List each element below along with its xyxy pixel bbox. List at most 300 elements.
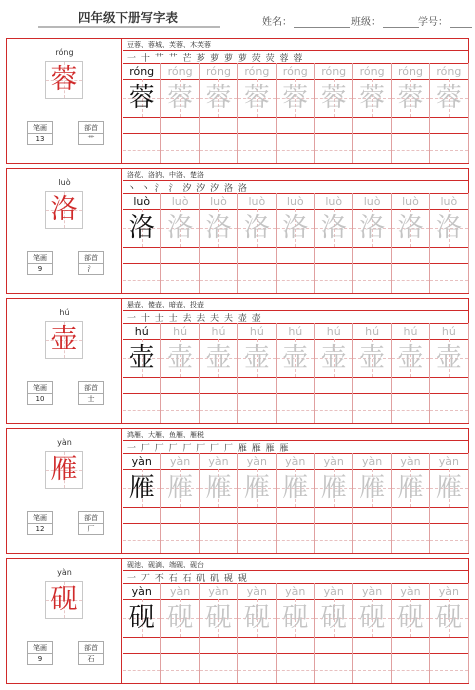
cell-char: 雁 — [282, 473, 309, 503]
cell-char: 雁 — [167, 473, 194, 503]
practice-cell[interactable] — [430, 63, 468, 163]
char-info-panel — [7, 559, 122, 683]
stroke-count-box — [27, 251, 53, 275]
box-line — [315, 637, 352, 638]
blank-guide-line — [277, 410, 314, 411]
practice-cell[interactable] — [123, 193, 161, 293]
practice-cell[interactable] — [238, 583, 276, 683]
cell-char: 蓉 — [128, 83, 155, 113]
practice-cell[interactable] — [238, 63, 276, 163]
blank-guide-line — [200, 280, 237, 281]
char-info-panel — [7, 39, 122, 163]
char-box — [430, 339, 467, 377]
practice-cell[interactable] — [353, 63, 391, 163]
box-line — [238, 377, 275, 378]
char-card — [6, 428, 469, 554]
char-box — [238, 339, 275, 377]
blank-pinyin-line — [392, 133, 429, 134]
cell-char: 蓉 — [167, 83, 194, 113]
box-line — [238, 507, 275, 508]
blank-pinyin-line — [315, 133, 352, 134]
cell-char: 洛 — [282, 213, 309, 243]
char-pinyin: luò — [58, 178, 71, 187]
blank-guide-line — [353, 280, 390, 281]
practice-cell[interactable] — [161, 63, 199, 163]
blank-guide-line — [238, 540, 275, 541]
blank-pinyin-line — [353, 263, 390, 264]
cell-char: 壶 — [282, 343, 309, 373]
blank-pinyin-line — [277, 393, 314, 394]
cell-char: 蓉 — [205, 83, 232, 113]
practice-cell[interactable] — [200, 453, 238, 553]
cell-char: 壶 — [243, 343, 270, 373]
practice-cell[interactable] — [353, 323, 391, 423]
practice-grid — [123, 453, 469, 553]
cell-char: 洛 — [359, 213, 386, 243]
char-box — [430, 599, 467, 637]
char-box — [315, 209, 352, 247]
char-box — [430, 469, 467, 507]
stroke-count-label: 笔画 — [28, 122, 52, 134]
blank-pinyin-line — [353, 393, 390, 394]
char-pinyin: yàn — [57, 568, 72, 577]
char-card — [6, 38, 469, 164]
practice-cell[interactable] — [315, 193, 353, 293]
char-display: 雁 — [50, 454, 78, 485]
char-box — [277, 209, 314, 247]
char-box — [200, 339, 237, 377]
char-info-panel — [7, 299, 122, 423]
cell-char: 砚 — [128, 603, 155, 633]
practice-cell[interactable] — [392, 193, 430, 293]
practice-cell[interactable] — [315, 453, 353, 553]
cell-pinyin: yàn — [131, 585, 152, 598]
radical-box — [78, 121, 104, 145]
practice-cell[interactable] — [200, 193, 238, 293]
char-box — [200, 79, 237, 117]
number-blank[interactable] — [450, 18, 472, 28]
char-box — [123, 469, 160, 507]
practice-cell[interactable] — [277, 583, 315, 683]
blank-guide-line — [161, 670, 198, 671]
blank-pinyin-line — [200, 133, 237, 134]
practice-cell[interactable] — [161, 193, 199, 293]
blank-pinyin-line — [430, 393, 467, 394]
stroke-count-box — [27, 511, 53, 535]
cell-char: 洛 — [320, 213, 347, 243]
cell-pinyin: yàn — [246, 585, 267, 598]
practice-cell[interactable] — [392, 583, 430, 683]
cell-char: 洛 — [205, 213, 232, 243]
blank-pinyin-line — [238, 653, 275, 654]
box-line — [353, 247, 390, 248]
box-line — [123, 507, 160, 508]
blank-pinyin-line — [238, 393, 275, 394]
cell-pinyin: yàn — [400, 455, 421, 468]
char-box — [238, 599, 275, 637]
blank-pinyin-line — [430, 523, 467, 524]
char-box — [392, 339, 429, 377]
cell-pinyin: hú — [249, 325, 264, 338]
blank-guide-line — [238, 670, 275, 671]
char-box — [277, 469, 314, 507]
stroke-order: 一 丆 不 石 石 矶 矶 砚 砚 — [127, 574, 248, 584]
practice-grid — [123, 193, 469, 293]
box-line — [161, 247, 198, 248]
cell-pinyin: yàn — [400, 585, 421, 598]
blank-guide-line — [123, 670, 160, 671]
char-box — [161, 209, 198, 247]
practice-cell[interactable] — [161, 323, 199, 423]
cell-char: 蓉 — [359, 83, 386, 113]
practice-cell[interactable] — [353, 583, 391, 683]
practice-cell[interactable] — [238, 323, 276, 423]
radical-value: 石 — [87, 655, 95, 663]
blank-guide-line — [161, 280, 198, 281]
blank-pinyin-line — [123, 263, 160, 264]
char-box — [200, 469, 237, 507]
blank-guide-line — [315, 150, 352, 151]
box-line — [315, 377, 352, 378]
char-display-box — [45, 191, 83, 229]
cell-pinyin: luò — [248, 195, 266, 208]
blank-guide-line — [315, 280, 352, 281]
cell-pinyin: róng — [129, 65, 155, 78]
cell-char: 砚 — [205, 603, 232, 633]
practice-cell[interactable] — [123, 453, 161, 553]
char-box — [353, 79, 390, 117]
cell-char: 壶 — [397, 343, 424, 373]
blank-pinyin-line — [200, 393, 237, 394]
cell-pinyin: yàn — [361, 455, 383, 468]
cell-pinyin: luò — [440, 195, 458, 208]
stroke-count-value: 9 — [37, 655, 43, 663]
box-line — [161, 507, 198, 508]
blank-guide-line — [353, 540, 390, 541]
class-label: 班级： — [351, 17, 381, 28]
blank-pinyin-line — [315, 393, 352, 394]
char-box — [315, 79, 352, 117]
cell-pinyin: yàn — [208, 585, 229, 598]
blank-guide-line — [123, 540, 160, 541]
char-box — [161, 599, 198, 637]
cell-pinyin: hú — [134, 325, 149, 338]
name-label: 姓名： — [262, 17, 292, 28]
char-box — [277, 79, 314, 117]
practice-area — [123, 169, 469, 293]
radical-label: 部首 — [79, 642, 103, 654]
blank-pinyin-line — [161, 263, 198, 264]
blank-pinyin-line — [277, 133, 314, 134]
cell-char: 洛 — [397, 213, 424, 243]
char-box — [353, 209, 390, 247]
cell-pinyin: yàn — [323, 585, 344, 598]
cell-pinyin: luò — [363, 195, 381, 208]
practice-area — [123, 559, 469, 683]
box-line — [430, 247, 467, 248]
practice-cell[interactable] — [161, 453, 199, 553]
char-box — [238, 209, 275, 247]
box-line — [392, 247, 429, 248]
char-box — [161, 469, 198, 507]
cell-pinyin: róng — [206, 65, 231, 78]
cell-pinyin: hú — [326, 325, 341, 338]
cell-pinyin: yàn — [285, 455, 306, 468]
blank-guide-line — [277, 280, 314, 281]
cell-char: 洛 — [435, 213, 462, 243]
char-box — [392, 79, 429, 117]
blank-pinyin-line — [315, 523, 352, 524]
cell-pinyin: yàn — [169, 455, 191, 468]
char-box — [161, 339, 198, 377]
blank-guide-line — [277, 670, 314, 671]
practice-cell[interactable] — [238, 193, 276, 293]
char-pinyin: hú — [59, 308, 70, 317]
practice-cell[interactable] — [353, 453, 391, 553]
name-blank[interactable] — [294, 18, 350, 28]
box-line — [161, 637, 198, 638]
blank-pinyin-line — [392, 523, 429, 524]
cell-pinyin: hú — [441, 325, 456, 338]
stroke-order: 丶 丶 氵 氵 汐 汐 汐 洛 洛 — [127, 184, 248, 194]
example-words: 悬壶、傻壶、暗壶、投壶 — [127, 301, 204, 309]
cell-pinyin: yàn — [438, 585, 459, 598]
char-box — [315, 599, 352, 637]
radical-label: 部首 — [79, 252, 103, 264]
blank-guide-line — [392, 150, 429, 151]
char-box — [238, 79, 275, 117]
blank-pinyin-line — [430, 653, 467, 654]
char-display-box — [45, 61, 83, 99]
cell-char: 砚 — [320, 603, 347, 633]
blank-guide-line — [353, 150, 390, 151]
char-display-box — [45, 321, 83, 359]
char-card — [6, 168, 469, 294]
box-line — [161, 117, 198, 118]
char-box — [200, 599, 237, 637]
box-line — [353, 507, 390, 508]
stroke-order: 一 十 艹 艹 芒 芗 萝 萝 萝 荧 荧 蓉 蓉 — [127, 54, 304, 64]
cell-char: 洛 — [243, 213, 270, 243]
practice-cell[interactable] — [123, 583, 161, 683]
practice-cell[interactable] — [430, 453, 468, 553]
box-line — [315, 247, 352, 248]
char-box — [277, 599, 314, 637]
blank-guide-line — [392, 670, 429, 671]
char-box — [123, 79, 160, 117]
char-box — [315, 469, 352, 507]
blank-guide-line — [238, 280, 275, 281]
practice-cell[interactable] — [315, 323, 353, 423]
practice-cell[interactable] — [315, 63, 353, 163]
cell-pinyin: luò — [402, 195, 419, 208]
box-line — [392, 637, 429, 638]
char-box — [353, 339, 390, 377]
cell-char: 砚 — [359, 603, 386, 633]
stroke-order: 一 厂 厂 厂 厂 厂 厂 厂 雁 雁 雁 雁 — [127, 444, 290, 454]
practice-cell[interactable] — [123, 323, 161, 423]
cell-char: 雁 — [243, 473, 270, 503]
box-line — [123, 117, 160, 118]
box-line — [392, 507, 429, 508]
page-header — [0, 0, 475, 34]
char-box — [123, 339, 160, 377]
blank-pinyin-line — [200, 653, 237, 654]
radical-box — [78, 511, 104, 535]
practice-cell[interactable] — [200, 323, 238, 423]
box-line — [430, 117, 467, 118]
practice-grid — [123, 323, 469, 423]
blank-pinyin-line — [277, 523, 314, 524]
practice-cell[interactable] — [392, 323, 430, 423]
char-box — [430, 79, 467, 117]
char-info-panel — [7, 429, 122, 553]
blank-guide-line — [200, 410, 237, 411]
box-line — [200, 377, 237, 378]
cell-char: 砚 — [397, 603, 424, 633]
blank-guide-line — [161, 540, 198, 541]
cell-pinyin: róng — [398, 65, 423, 78]
cell-char: 壶 — [128, 343, 155, 373]
practice-cell[interactable] — [161, 583, 199, 683]
cell-pinyin: róng — [167, 65, 193, 78]
blank-guide-line — [392, 280, 429, 281]
blank-pinyin-line — [238, 523, 275, 524]
char-display: 洛 — [50, 194, 78, 225]
cell-char: 雁 — [359, 473, 386, 503]
blank-guide-line — [123, 150, 160, 151]
blank-guide-line — [315, 410, 352, 411]
example-words: 鸿雁、大雁、鱼雁、雁税 — [127, 431, 204, 439]
page-title: 四年级下册写字表 — [77, 10, 178, 25]
cell-pinyin: yàn — [323, 455, 344, 468]
box-line — [277, 507, 314, 508]
blank-guide-line — [277, 540, 314, 541]
blank-pinyin-line — [123, 393, 160, 394]
practice-cell[interactable] — [123, 63, 161, 163]
practice-cell[interactable] — [277, 193, 315, 293]
class-blank[interactable] — [383, 18, 419, 28]
blank-pinyin-line — [161, 523, 198, 524]
cell-pinyin: hú — [403, 325, 418, 338]
number-field[interactable] — [418, 13, 472, 28]
box-line — [277, 377, 314, 378]
cell-char: 洛 — [167, 213, 194, 243]
blank-pinyin-line — [123, 133, 160, 134]
practice-cell[interactable] — [200, 583, 238, 683]
cell-pinyin: yàn — [361, 585, 383, 598]
box-line — [315, 117, 352, 118]
blank-guide-line — [200, 670, 237, 671]
cell-pinyin: luò — [210, 195, 227, 208]
example-words: 洛花、洛汭、中洛、楚洛 — [127, 171, 204, 179]
name-field[interactable] — [262, 13, 350, 28]
cell-char: 壶 — [320, 343, 347, 373]
practice-cell[interactable] — [200, 63, 238, 163]
box-line — [238, 247, 275, 248]
practice-grid — [123, 63, 469, 163]
char-box — [315, 339, 352, 377]
char-box — [238, 469, 275, 507]
blank-guide-line — [161, 410, 198, 411]
practice-cell[interactable] — [392, 453, 430, 553]
char-box — [123, 599, 160, 637]
radical-value: 艹 — [87, 135, 95, 143]
box-line — [161, 377, 198, 378]
stroke-count-box — [27, 641, 53, 665]
box-line — [200, 507, 237, 508]
cell-char: 蓉 — [397, 83, 424, 113]
blank-pinyin-line — [277, 653, 314, 654]
practice-cell[interactable] — [277, 453, 315, 553]
cell-pinyin: yàn — [208, 455, 229, 468]
blank-guide-line — [430, 540, 467, 541]
blank-pinyin-line — [238, 133, 275, 134]
blank-pinyin-line — [392, 263, 429, 264]
cell-pinyin: luò — [133, 195, 151, 208]
stroke-count-box — [27, 121, 53, 145]
char-box — [200, 209, 237, 247]
cell-pinyin: hú — [211, 325, 226, 338]
radical-value: 氵 — [87, 265, 95, 273]
radical-label: 部首 — [79, 512, 103, 524]
box-line — [315, 507, 352, 508]
char-card — [6, 558, 469, 684]
cell-char: 壶 — [167, 343, 194, 373]
blank-pinyin-line — [430, 263, 467, 264]
blank-pinyin-line — [315, 263, 352, 264]
practice-cell[interactable] — [430, 323, 468, 423]
cell-pinyin: róng — [321, 65, 347, 78]
stroke-order: 一 十 士 士 去 去 夫 夫 壶 壶 — [127, 314, 262, 324]
cell-pinyin: luò — [325, 195, 343, 208]
radical-value: 厂 — [87, 525, 95, 533]
char-pinyin: róng — [55, 48, 74, 57]
stroke-count-label: 笔画 — [28, 512, 52, 524]
blank-pinyin-line — [161, 393, 198, 394]
cell-pinyin: yàn — [131, 455, 152, 468]
blank-pinyin-line — [392, 653, 429, 654]
cell-pinyin: hú — [173, 325, 188, 338]
blank-pinyin-line — [238, 263, 275, 264]
cell-char: 壶 — [359, 343, 386, 373]
char-box — [353, 469, 390, 507]
practice-cell[interactable] — [353, 193, 391, 293]
blank-pinyin-line — [161, 133, 198, 134]
practice-cell[interactable] — [430, 583, 468, 683]
cell-pinyin: róng — [359, 65, 385, 78]
blank-pinyin-line — [430, 133, 467, 134]
practice-cell[interactable] — [277, 63, 315, 163]
practice-cell[interactable] — [392, 63, 430, 163]
box-line — [123, 247, 160, 248]
class-field[interactable] — [351, 13, 419, 28]
practice-cell[interactable] — [238, 453, 276, 553]
cell-char: 洛 — [128, 213, 155, 243]
char-display: 砚 — [50, 584, 78, 615]
char-info-panel — [7, 169, 122, 293]
practice-cell[interactable] — [430, 193, 468, 293]
cell-pinyin: hú — [288, 325, 303, 338]
cell-char: 砚 — [435, 603, 462, 633]
practice-cell[interactable] — [315, 583, 353, 683]
practice-grid — [123, 583, 469, 683]
practice-cell[interactable] — [277, 323, 315, 423]
example-words: 砚池、砚滴、端砚、砚台 — [127, 561, 204, 569]
radical-label: 部首 — [79, 382, 103, 394]
cell-char: 蓉 — [282, 83, 309, 113]
box-line — [277, 637, 314, 638]
